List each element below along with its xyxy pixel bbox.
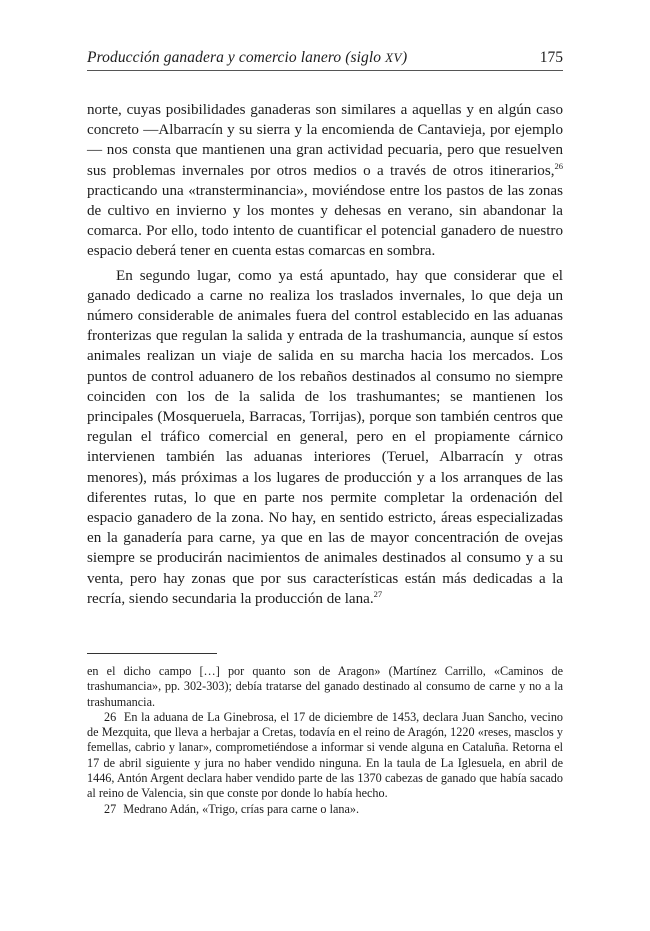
footnote-27 xyxy=(87,802,563,817)
footnote-text: En la aduana de La Ginebrosa, el 17 de diciembre de 1453, declara Juan Sancho, vecino de Mezquita, que lleva a herbajar a Cretas, todavía en el reino de Aragón, 1220 «reses, masclos y femellas, cabrio y lanar», comprometiéndose a informar si vende alguna en Cataluña. Retorna el 17 de abril siguiente y jura no haber vendido ninguna. En la taula de La Iglesuela, en abril de 1446, Antón Argent declara haber vendido parte de las 1370 cabezas de ganado que había sacado al reino de Valencia, sin que conste por donde lo había hecho. xyxy=(87,709,564,801)
paragraph-2: En segundo lugar, como ya está apuntado, hay que considerar que el ganado dedicado a carne no realiza los traslados invernales, lo que deja un número considerable de animales fuera del control establecido en las aduanas fronterizas que regulan la salida y entrada de la trashumancia, aunque sí estos animales realizan un viaje de salida en su marcha hacia los mercados. Los puntos de control aduanero de los rebaños destinados al consumo no siempre coinciden con los de la salida de los trashumantes; se mantienen los principales (Mosqueruela, Barracas, Torrijas), porque son también centros que regulan el tráfico comercial en general, pero en el propiamente cárnico intervienen también las aduanas interiores (Teruel, Albarracín y otras menores), más próximas a los lugares de producción y a los arranques de las diferentes rutas, lo que en parte nos permite completar la ordenación del espacio ganadero de la zona. No hay, en sentido estricto, áreas especializadas en la ganadería para carne, ya que en las de mayor concentración de ovejas siempre se producirán nacimientos de animales destinados al consumo y a su venta, pero hay zonas que por sus características están más dedicadas a la recría, siendo secundaria la producción de lana.$^{27}$ xyxy=(87,267,563,607)
page-number: 175 xyxy=(539,49,563,66)
footnote-26 xyxy=(87,710,563,802)
footnote-continuation: en el dicho campo […] por quanto son de Aragon» (Martínez Carrillo, «Caminos de trashumancia», pp. 302-303); debía tratarse del ganado destinado al consumo de carne y no a la trashumancia. xyxy=(87,664,563,709)
running-title: Producción ganadera y comercio lanero (siglo XV) xyxy=(87,49,408,66)
footnote-text: Medrano Adán, «Trigo, crías para carne o lana». xyxy=(123,801,360,816)
footnote-number: 27 xyxy=(104,801,117,816)
footnotes xyxy=(87,664,563,817)
footnote-separator xyxy=(87,653,217,654)
footnote-ref-26[interactable]: 26 xyxy=(554,160,563,171)
footnote-ref-27[interactable]: 27 xyxy=(373,588,383,599)
body-text xyxy=(87,100,563,609)
footnote-number: 26 xyxy=(104,709,117,724)
paragraph-1: norte, cuyas posibilidades ganaderas son similares a aquellas y en algún caso concreto —Albarracín y su sierra y la encomienda de Cantavieja, por ejemplo— nos consta que mantienen una gran actividad pecuaria, pero que resuelven sus problemas invernales por otros medios o a través de otros itinerarios,$^{26}$ practicando una «transterminancia», moviéndose entre los pastos de las zonas de cultivo en invierno y los montes y dehesas en verano, sin abandonar la comarca. Por ello, todo intento de cuantificar el potencial ganadero de nuestro espacio deberá tener en cuenta estas comarcas en sombra. xyxy=(87,102,563,260)
running-header xyxy=(87,46,563,71)
running-title-century: XV xyxy=(385,50,402,65)
